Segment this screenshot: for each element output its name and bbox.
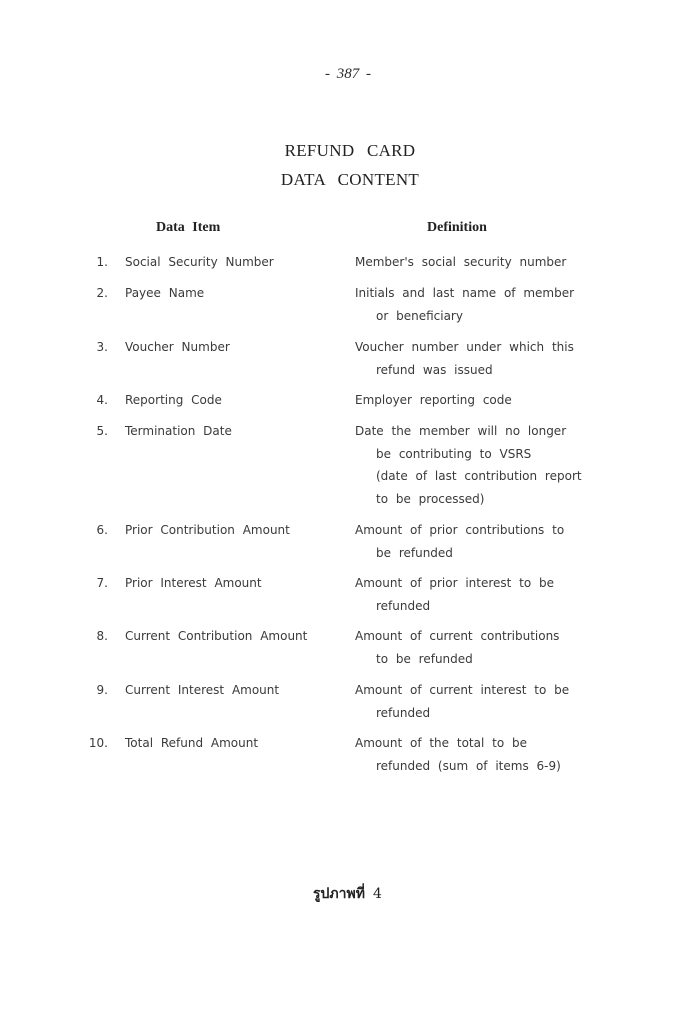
definition-line: refunded <box>376 705 431 720</box>
definition-line: refund was issued <box>376 362 493 377</box>
definition-line: refunded <box>376 598 431 613</box>
definition <box>355 336 574 381</box>
figure-label: รูปภาพที่ <box>313 886 365 902</box>
row-number: 9. <box>96 683 108 697</box>
definition <box>355 251 570 274</box>
data-item: Prior Contribution Amount <box>125 523 290 537</box>
definition-line: Employer reporting code <box>355 393 512 407</box>
definition-line: to be processed) <box>376 491 485 506</box>
definition <box>355 519 570 564</box>
data-item: Termination Date <box>125 424 232 438</box>
definition-line: be refunded <box>376 545 453 560</box>
definition <box>355 732 570 777</box>
data-item: Payee Name <box>125 286 205 300</box>
definition-line: Amount of prior contributions to <box>355 523 565 537</box>
definition-line: refunded (sum of items 6-9) <box>376 758 561 773</box>
page-number: - 387 - <box>325 66 371 82</box>
definition-line: (date of last contribution report <box>376 469 582 483</box>
row-number: 4. <box>96 393 108 407</box>
row-number: 8. <box>96 629 108 643</box>
row-number: 6. <box>96 523 108 537</box>
definition <box>355 420 582 510</box>
data-item: Total Refund Amount <box>125 736 259 750</box>
definition-line: Amount of the total to be <box>355 736 527 750</box>
row-number: 5. <box>96 424 108 438</box>
definition <box>355 282 575 327</box>
definition <box>355 572 570 617</box>
figure-number: 4 <box>372 886 382 902</box>
data-item: Current Contribution Amount <box>125 629 308 643</box>
row-number: 7. <box>96 576 108 590</box>
definition-line: Voucher number under which this <box>355 340 574 354</box>
row-number: 3. <box>96 340 108 354</box>
figure-caption <box>313 883 382 905</box>
row-number: 2. <box>96 286 108 300</box>
data-item: Social Security Number <box>125 255 274 269</box>
definition-line: Date the member will no longer <box>355 424 567 438</box>
definition-line: Initials and last name of member <box>355 286 575 300</box>
definition-line: be contributing to VSRS <box>376 446 532 461</box>
data-item: Current Interest Amount <box>125 683 280 697</box>
data-item: Prior Interest Amount <box>125 576 262 590</box>
definition <box>355 679 570 724</box>
definition-line: to be refunded <box>376 651 473 666</box>
definition-line: Member's social security number <box>355 255 567 269</box>
row-number: 1. <box>96 255 108 269</box>
data-item: Reporting Code <box>125 393 222 407</box>
document-title: REFUND CARD <box>284 141 416 160</box>
data-item-header: Data Item <box>156 220 221 235</box>
row-number: 10. <box>88 736 108 750</box>
document-subtitle: DATA CONTENT <box>280 170 420 189</box>
data-item: Voucher Number <box>125 340 230 354</box>
definition-line: or beneficiary <box>376 308 463 323</box>
definition-line: Amount of current contributions <box>355 629 560 643</box>
definition-line: Amount of current interest to be <box>355 683 570 697</box>
definition <box>355 625 570 670</box>
definition-header: Definition <box>427 220 487 235</box>
definition <box>355 389 570 412</box>
definition-line: Amount of prior interest to be <box>355 576 555 590</box>
